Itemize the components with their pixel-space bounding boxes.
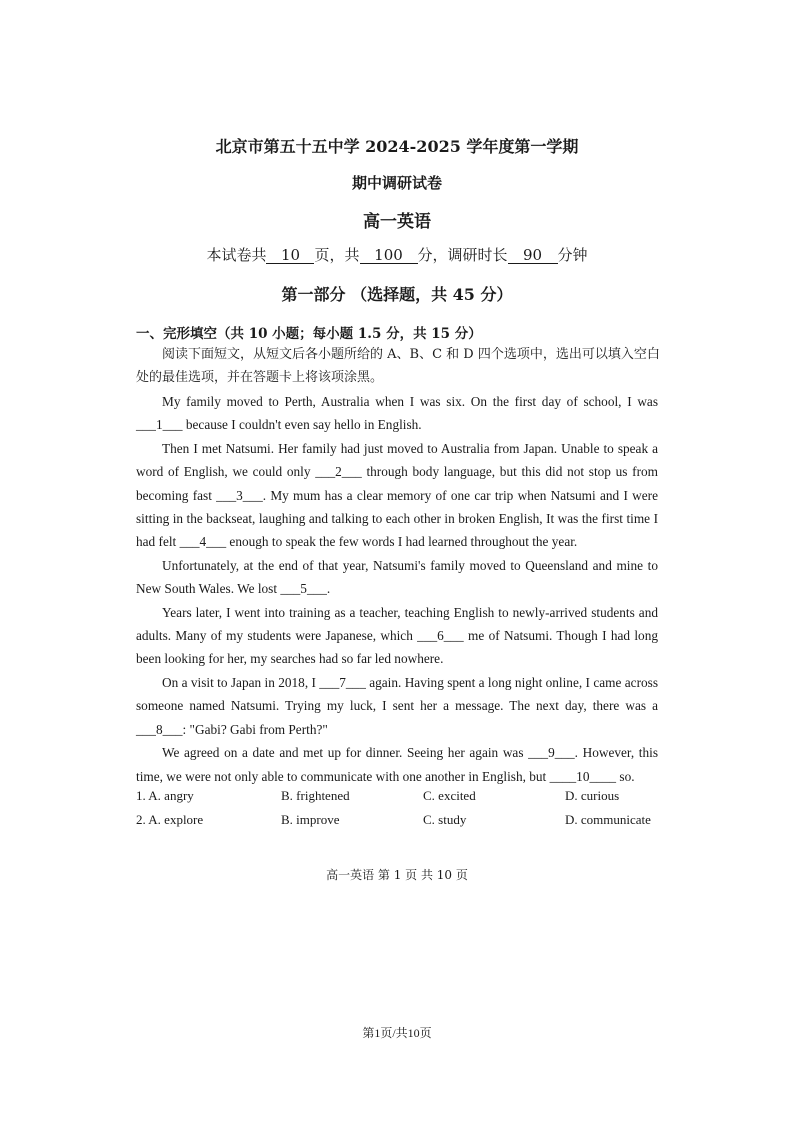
info-points-unit: 分，调研时长 <box>417 246 508 264</box>
points-blank: 100 <box>360 247 418 264</box>
answer-options <box>136 788 676 836</box>
passage-paragraph: Years later, I went into training as a teacher, teaching English to newly-arrived students and adults. Many of my students were Japanese, which ___6___ me of Natsumi. Though I had long been looking for her, my searches had so far led nowhere. <box>136 604 658 667</box>
exam-title: 北京市第五十五中学 2024-2025 学年度第一学期 <box>215 137 579 156</box>
option-d: D. curious <box>565 788 620 803</box>
passage-paragraph: Then I met Natsumi. Her family had just moved to Australia from Japan. Unable to speak a word of English, we could only ___2___ through body language, but this did not stop us from becoming fast ___3___. My mum has a clear memory of one car trip when Natsumi and I were sitting in the backseat, laughing and talking to each other in broken English, It was the first time I had felt ___4___ enough to speak the few words I had learned throughout the year. <box>136 440 658 550</box>
pages-blank: 10 <box>266 247 314 264</box>
passage-paragraph: Unfortunately, at the end of that year, Natsumi's family moved to Queensland and mine to New South Wales. We lost ___5___. <box>136 557 658 597</box>
option-a: 1. A. angry <box>136 788 194 803</box>
section-instruction <box>136 344 666 389</box>
exam-info <box>0 244 794 265</box>
page-number: 第1页/共10页 <box>362 1026 432 1040</box>
cloze-passage <box>136 390 658 788</box>
option-b: B. frightened <box>281 788 350 803</box>
info-prefix: 本试卷共 <box>206 246 267 264</box>
subject-title: 高一英语 <box>363 212 431 232</box>
instruction-text: 阅读下面短文，从短文后各小题所给的 A、B、C 和 D 四个选项中，选出可以填入空白处的最佳选项，并在答题卡上将该项涂黑。 <box>136 347 660 385</box>
passage-paragraph: On a visit to Japan in 2018, I ___7___ again. Having spent a long night online, I came across someone named Natsumi. Trying my luck, I sent her a message. The next day, there was a ___8___: "Gabi? Gabi from Perth?" <box>136 674 658 737</box>
exam-subtitle: 期中调研试卷 <box>351 174 442 192</box>
passage-paragraph: We agreed on a date and met up for dinner. Seeing her again was ___9___. However, this time, we were not only able to communicate with one another in English, but ____10____ so. <box>136 745 658 784</box>
option-b: B. improve <box>281 812 340 827</box>
part-heading: 第一部分 （选择题，共 45 分） <box>281 285 513 304</box>
page-footer: 高一英语 第 1 页 共 10 页 <box>326 868 468 882</box>
option-d: D. communicate <box>565 812 651 827</box>
option-a: 2. A. explore <box>136 812 204 827</box>
section-heading: 一、完形填空（共 10 小题；每小题 1.5 分，共 15 分） <box>136 326 482 342</box>
option-c: C. excited <box>423 788 476 803</box>
question-1-options <box>136 788 676 812</box>
question-2-options <box>136 812 676 836</box>
minutes-blank: 90 <box>508 247 558 264</box>
passage-paragraph: My family moved to Perth, Australia when I was six. On the first day of school, I was ___1___ because I couldn't even say hello in English. <box>136 394 658 433</box>
info-pages-unit: 页，共 <box>314 246 360 264</box>
info-minutes-unit: 分钟 <box>557 246 588 264</box>
option-c: C. study <box>423 812 467 827</box>
